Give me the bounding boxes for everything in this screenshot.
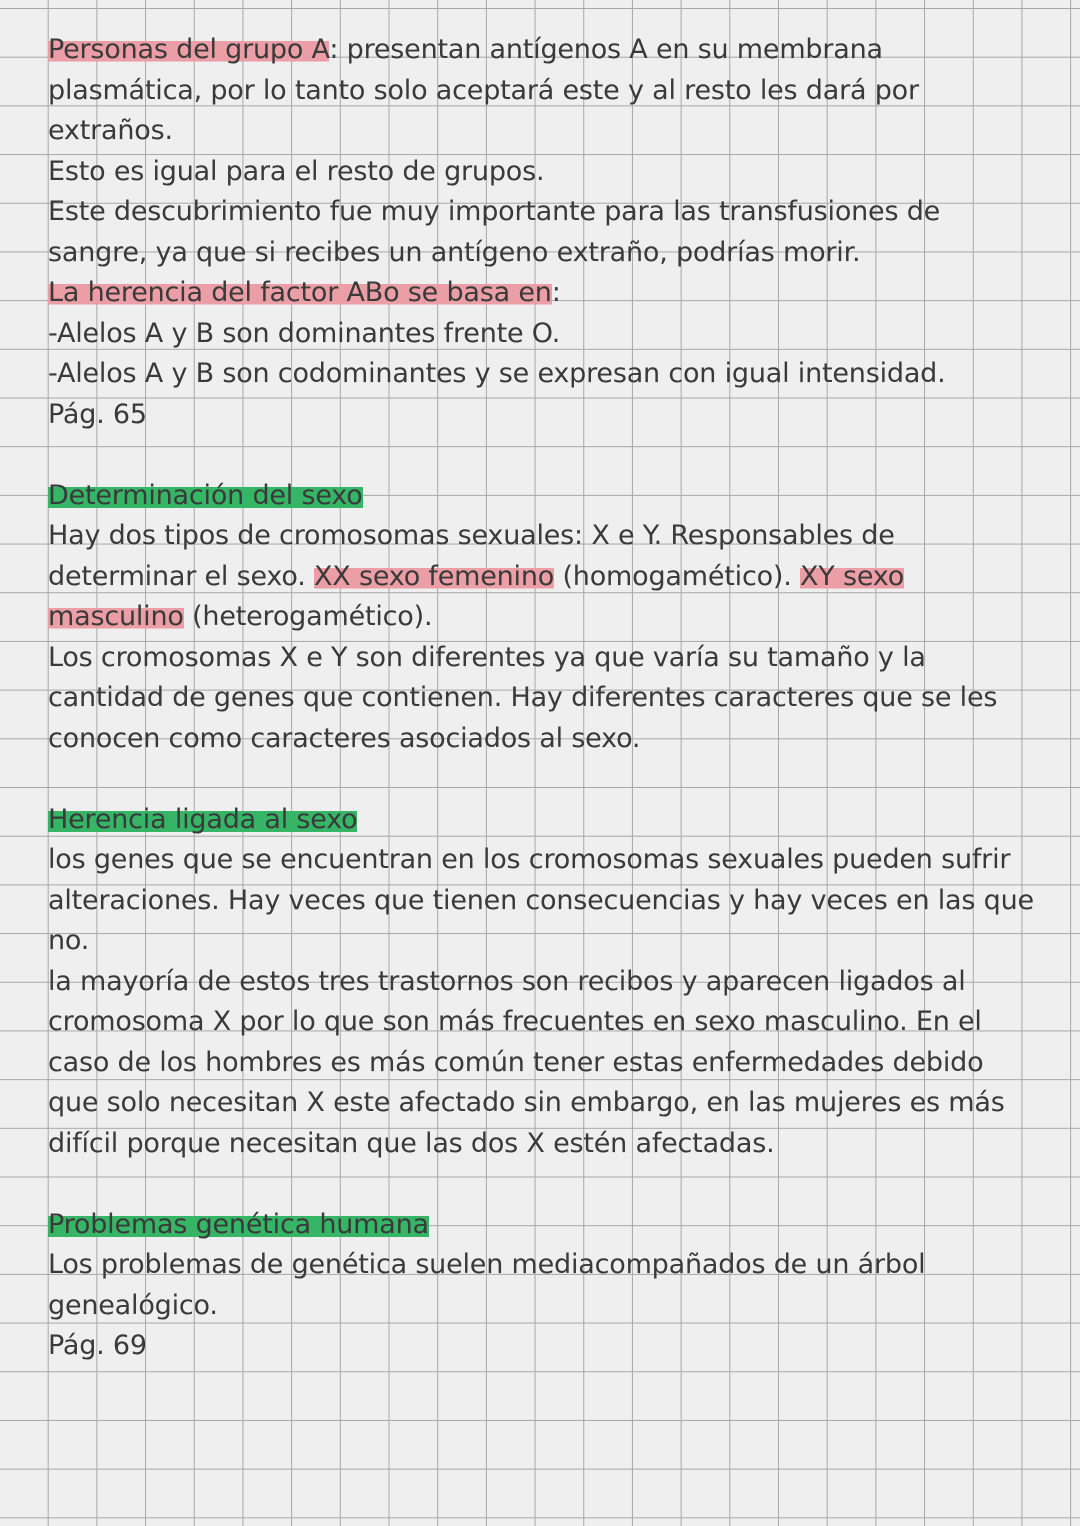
blank-line xyxy=(48,1164,1048,1205)
list-item: -Alelos A y B son dominantes frente O. xyxy=(48,317,561,349)
text-line: Este descubrimiento fue muy importante para las transfusiones de xyxy=(48,196,941,227)
section-heading-label: Problemas genética humana xyxy=(48,1208,429,1240)
text-line xyxy=(48,273,1048,314)
text-line: cromosoma X por lo que son más frecuentes en sexo masculino. En el xyxy=(48,1006,982,1037)
blank-line xyxy=(48,759,1048,800)
highlighted-term: XY sexo xyxy=(800,560,905,592)
text-span: determinar el sexo. xyxy=(48,560,314,592)
page-reference: Pág. 69 xyxy=(48,1330,147,1361)
highlighted-term: La herencia del factor ABo se basa en xyxy=(48,277,552,308)
section-heading-herencia-ligada xyxy=(48,800,1048,841)
text-line: los genes que se encuentran en los cromosomas sexuales pueden sufrir xyxy=(48,844,1011,875)
text-line: extraños. xyxy=(48,115,173,146)
notes-page xyxy=(48,30,1048,1367)
text-line xyxy=(48,557,1048,598)
highlighted-term: XX sexo femenino xyxy=(313,560,555,592)
text-span: : xyxy=(551,277,561,308)
text-line: Hay dos tipos de cromosomas sexuales: X e Y. Responsables de xyxy=(48,520,895,551)
page-reference: Pág. 65 xyxy=(48,398,147,430)
text-line: conocen como caracteres asociados al sexo. xyxy=(48,722,641,754)
text-line: que solo necesitan X este afectado sin embargo, en las mujeres es más xyxy=(48,1087,1005,1118)
text-line: cantidad de genes que contienen. Hay diferentes caracteres que se les xyxy=(48,682,998,713)
text-line: la mayoría de estos tres trastornos son recibos y aparecen ligados al xyxy=(48,965,966,997)
text-line xyxy=(48,597,1048,638)
highlighted-term: masculino xyxy=(48,601,184,632)
text-line: sangre, ya que si recibes un antígeno extraño, podrías morir. xyxy=(48,236,861,268)
text-line: caso de los hombres es más común tener estas enfermedades debido xyxy=(48,1046,984,1078)
section-heading-label: Herencia ligada al sexo xyxy=(48,803,358,835)
text-span: (homogamético). xyxy=(554,560,801,592)
text-line: Los cromosomas X e Y son diferentes ya que varía su tamaño y la xyxy=(48,641,926,673)
list-item: -Alelos A y B son codominantes y se expresan con igual intensidad. xyxy=(48,358,946,389)
text-line: alteraciones. Hay veces que tienen consecuencias y hay veces en las que xyxy=(48,884,1034,916)
blank-line xyxy=(48,435,1048,476)
section-heading-label: Determinación del sexo xyxy=(48,479,363,511)
text-line: no. xyxy=(48,925,90,956)
text-line: Esto es igual para el resto de grupos. xyxy=(48,155,545,187)
text-span: : presentan antígenos A en su membrana xyxy=(329,34,883,65)
section-heading-determinacion-sexo xyxy=(48,476,1048,517)
text-line: genealógico. xyxy=(48,1289,218,1321)
text-line xyxy=(48,30,1048,71)
highlighted-term: Personas del grupo A xyxy=(48,34,330,65)
text-line: plasmática, por lo tanto solo aceptará este y al resto les dará por xyxy=(48,74,919,106)
text-line: Los problemas de genética suelen mediacompañados de un árbol xyxy=(48,1249,926,1280)
text-span: (heterogamético). xyxy=(183,601,433,632)
text-line: difícil porque necesitan que las dos X estén afectadas. xyxy=(48,1127,775,1159)
section-heading-problemas-genetica xyxy=(48,1205,1048,1246)
